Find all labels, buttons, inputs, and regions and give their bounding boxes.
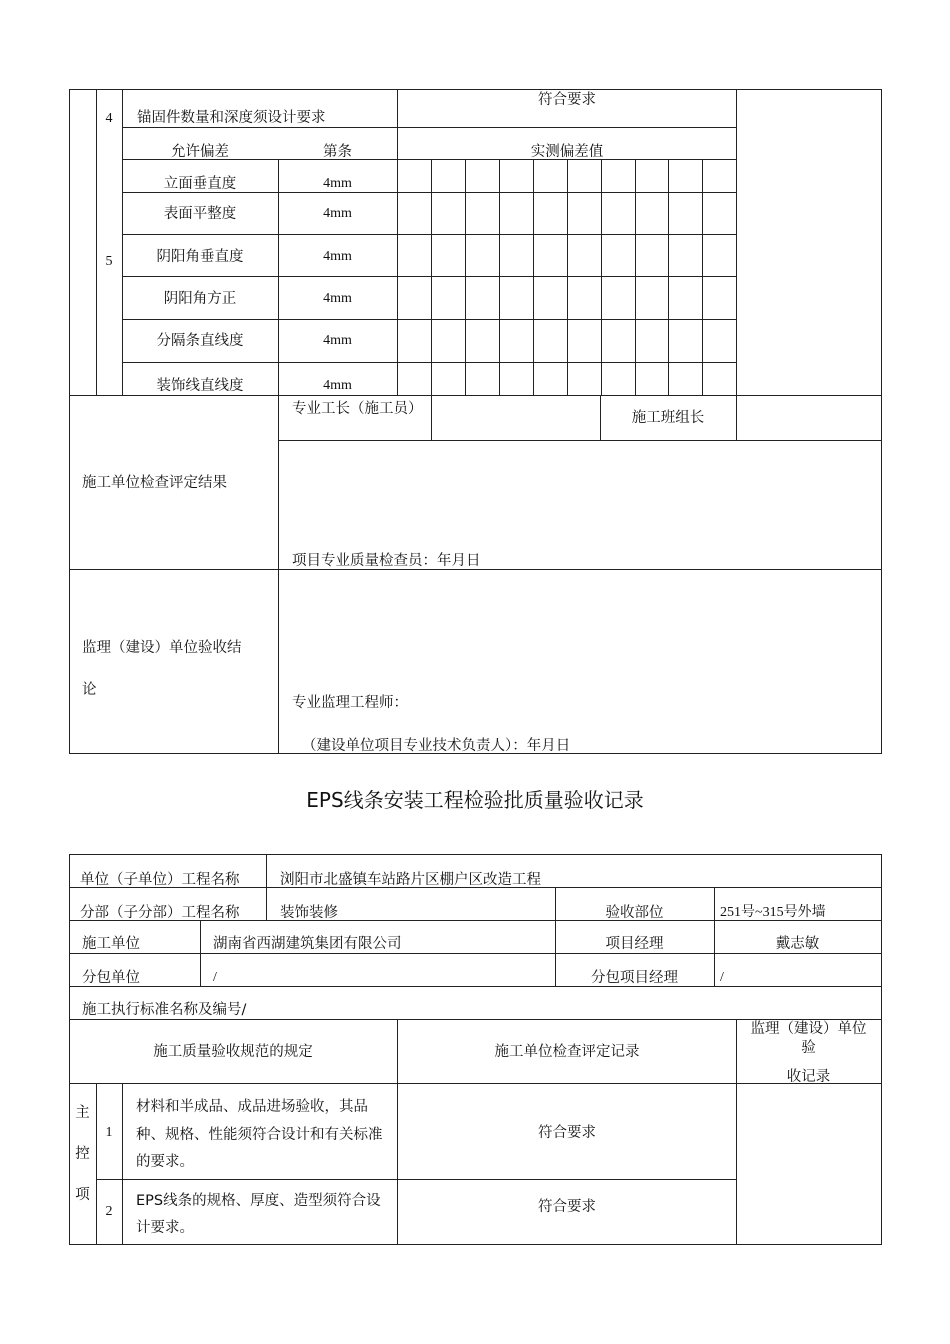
main-control-label: 控 bbox=[75, 1146, 90, 1162]
quality-inspector-line: 项目专业质量检查员：年月日 bbox=[292, 553, 481, 569]
team-leader-label: 施工班组长 bbox=[631, 410, 705, 426]
spec-column-header: 施工质量验收规范的规定 bbox=[153, 1044, 313, 1060]
main-item-result: 符合要求 bbox=[538, 1199, 596, 1215]
standard-clause-header: 第条 bbox=[323, 144, 352, 160]
measured-deviation-header: 实测偏差值 bbox=[530, 144, 604, 160]
contractor-value: 湖南省西湖建筑集团有限公司 bbox=[213, 936, 402, 952]
deviation-row-name: 分隔条直线度 bbox=[156, 333, 244, 349]
document-title: EPS线条安装工程检验批质量验收记录 bbox=[306, 788, 644, 812]
supervision-column-header-cont2: 收记录 bbox=[786, 1069, 831, 1082]
deviation-row-name: 阴阳角垂直度 bbox=[156, 249, 244, 265]
deviation-row-value: 4mm bbox=[323, 291, 352, 306]
deviation-row-value: 4mm bbox=[323, 176, 352, 191]
deviation-row-value: 4mm bbox=[323, 249, 352, 264]
subdivision-label: 分部（子分部）工程名称 bbox=[80, 905, 240, 921]
item-4-text: 锚固件数量和深度须设计要求 bbox=[137, 110, 326, 126]
main-item-text: 材料和半成品、成品进场验收，其品种、规格、性能须符合设计和有关标准的要求。 bbox=[136, 1099, 383, 1170]
acceptance-part-label: 验收部位 bbox=[605, 905, 664, 921]
supervision-conclusion-label: 监理（建设）单位验收结 bbox=[82, 640, 242, 656]
contractor-label: 施工单位 bbox=[82, 936, 140, 952]
execution-standard-label: 施工执行标准名称及编号/ bbox=[82, 1002, 247, 1018]
deviation-row-name: 表面平整度 bbox=[163, 206, 237, 222]
supervising-engineer-line: 专业监理工程师： bbox=[292, 695, 408, 711]
item-5-number: 5 bbox=[105, 254, 113, 269]
deviation-row-name: 装饰线直线度 bbox=[156, 378, 244, 394]
record-column-header: 施工单位检查评定记录 bbox=[494, 1044, 640, 1060]
owner-representative-line: （建设单位项目专业技术负责人）：年月日 bbox=[302, 738, 571, 754]
supervision-column-header: 监理（建设）单位 bbox=[750, 1021, 867, 1037]
contractor-result-label: 施工单位检查评定结果 bbox=[82, 475, 227, 491]
supervision-column-header-cont: 验 bbox=[801, 1040, 816, 1056]
foreman-label: 专业工长（施工员） bbox=[292, 401, 423, 417]
project-manager-label: 项目经理 bbox=[605, 936, 664, 952]
acceptance-part-value: 251号~315号外墙 bbox=[720, 905, 826, 920]
item-4-result: 符合要求 bbox=[538, 92, 596, 108]
sub-project-manager-label: 分包项目经理 bbox=[591, 970, 678, 986]
supervision-conclusion-label-cont: 论 bbox=[82, 682, 97, 698]
deviation-row-value: 4mm bbox=[323, 206, 352, 221]
main-control-label: 项 bbox=[75, 1187, 90, 1203]
subdivision-value: 装饰装修 bbox=[280, 905, 338, 921]
deviation-row-value: 4mm bbox=[323, 333, 352, 348]
subcontractor-value: / bbox=[213, 970, 217, 985]
deviation-row-name: 立面垂直度 bbox=[163, 176, 237, 192]
subcontractor-label: 分包单位 bbox=[82, 970, 140, 986]
item-4-number: 4 bbox=[105, 111, 113, 126]
deviation-row-value: 4mm bbox=[323, 378, 352, 393]
main-item-result: 符合要求 bbox=[538, 1125, 596, 1141]
project-name-value: 浏阳市北盛镇车站路片区棚户区改造工程 bbox=[280, 872, 541, 888]
main-item-number: 2 bbox=[105, 1204, 113, 1219]
main-item-text: EPS线条的规格、厚度、造型须符合设计要求。 bbox=[136, 1193, 381, 1236]
main-item-number: 1 bbox=[105, 1125, 113, 1140]
deviation-row-name: 阴阳角方正 bbox=[163, 291, 237, 307]
project-name-label: 单位（子单位）工程名称 bbox=[80, 872, 240, 888]
allowed-deviation-header: 允许偏差 bbox=[171, 144, 229, 160]
sub-project-manager-value: / bbox=[720, 970, 724, 985]
project-manager-value: 戴志敏 bbox=[775, 936, 820, 952]
main-control-label: 主 bbox=[75, 1105, 90, 1121]
